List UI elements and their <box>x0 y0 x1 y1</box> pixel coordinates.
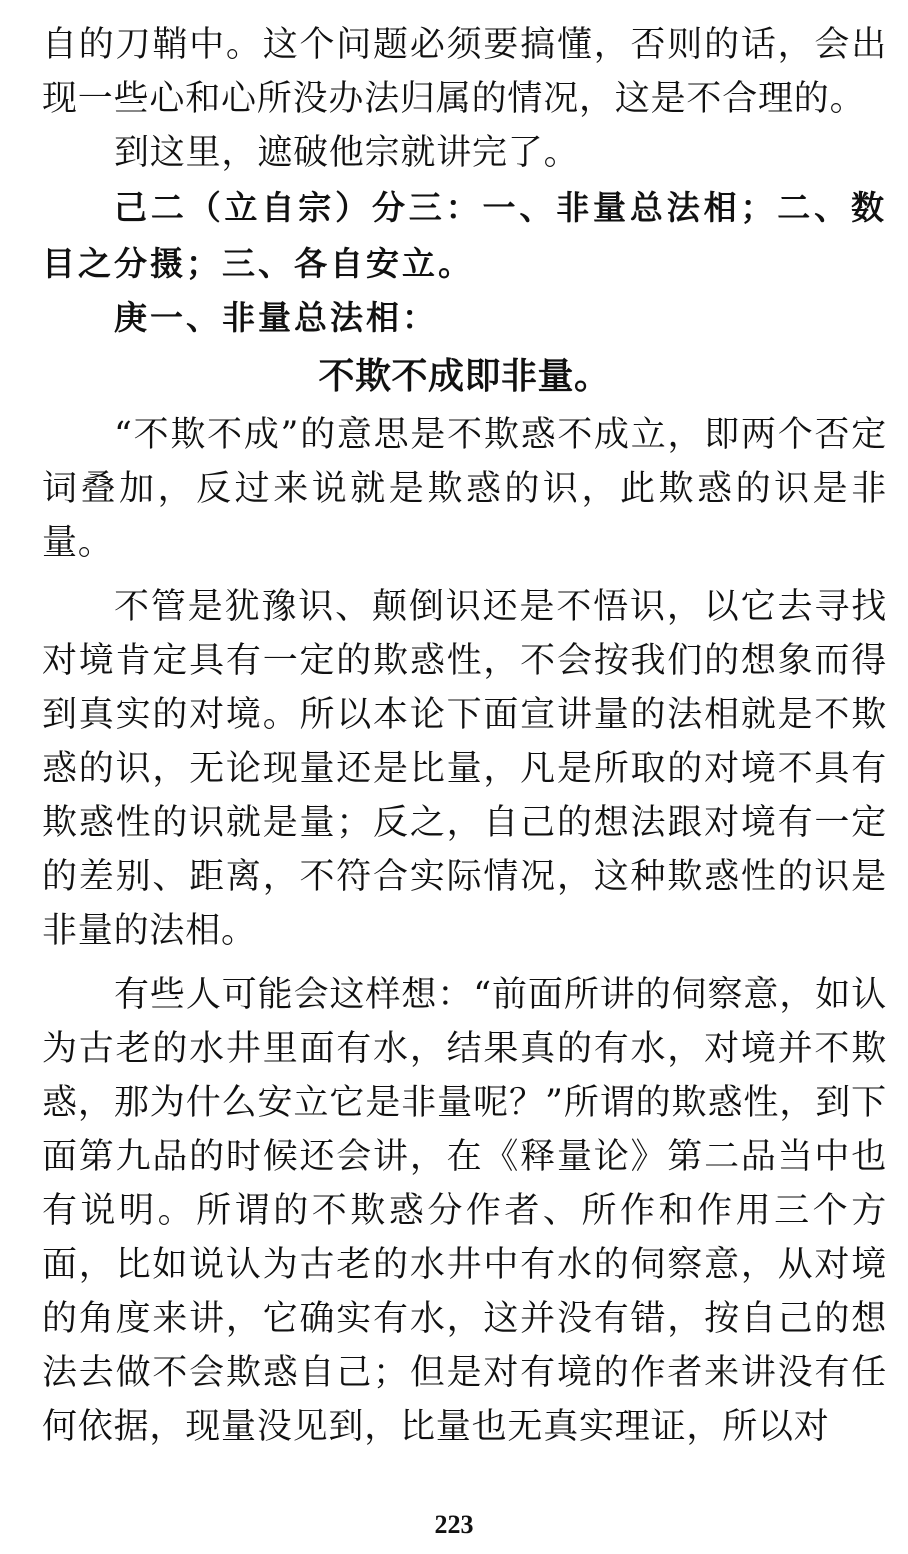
root-verse: 不欺不成即非量。 <box>318 356 611 397</box>
body-paragraph: 不管是犹豫识、颠倒识还是不悟识，以它去寻找对境肯定具有一定的欺惑性，不会按我们的想象而得到真实的对境。所以本论下面宣讲量的法相就是不欺惑的识，无论现量还是比量，凡是所取的对境不具有欺惑性的识就是量；反之，自己的想法跟对境有一定的差别、距离，不符合实际情况，这种欺惑性的识是非量的法相。 <box>42 587 887 951</box>
page-number: 223 <box>434 1510 474 1539</box>
body-paragraph: 有些人可能会这样想：“前面所讲的伺察意，如认为古老的水井里面有水，结果真的有水，对境并不欺惑，那为什么安立它是非量呢？”所谓的欺惑性，到下面第九品的时候还会讲，在《释量论》第二品当中也有说明。所谓的不欺惑分作者、所作和作用三个方面，比如说认为古老的水井中有水的伺察意，从对境的角度来讲，它确实有水，这并没有错，按自己的想法去做不会欺惑自己；但是对有境的作者来讲没有任何依据，现量没见到，比量也无真实理证，所以对 <box>42 975 887 1447</box>
body-paragraph: “不欺不成”的意思是不欺惑不成立，即两个否定词叠加，反过来说就是欺惑的识，此欺惑的识是非量。 <box>42 415 887 563</box>
closing-paragraph: 到这里，遮破他宗就讲完了。 <box>114 133 580 173</box>
page-body <box>42 18 887 1454</box>
continued-paragraph: 自的刀鞘中。这个问题必须要搞懂，否则的话，会出现一些心和心所没办法归属的情况，这是不合理的。 <box>42 25 887 119</box>
subsection-heading: 庚一、非量总法相： <box>114 298 438 337</box>
section-heading: 己二（立自宗）分三：一、非量总法相；二、数目之分摄；三、各自安立。 <box>42 188 887 283</box>
